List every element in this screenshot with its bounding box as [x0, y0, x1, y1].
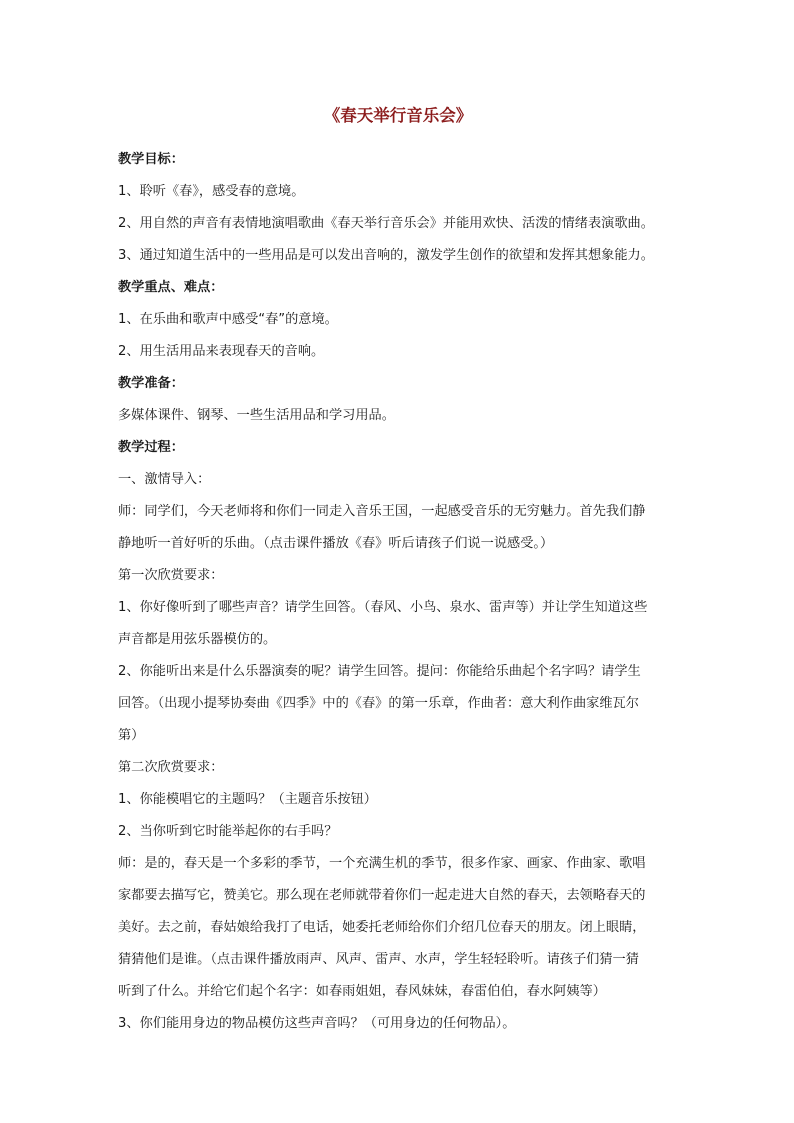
document-title: 《春天举行音乐会》 — [323, 106, 473, 125]
second-question-1: 1、你能模唱它的主题吗？（主题音乐按钮） — [118, 792, 377, 807]
teacher-intro-line-2: 静地听一首好听的乐曲。（点击课件播放《春》听后请孩子们说一说感受。） — [118, 536, 554, 551]
second-listening-requirements: 第二次欣赏要求： — [118, 760, 224, 775]
question-2-line-1: 2、你能听出来是什么乐器演奏的呢？请学生回答。提问：你能给乐曲起个名字吗？请学生 — [118, 664, 641, 679]
preparation-text: 多媒体课件、钢琴、一些生活用品和学习用品。 — [118, 408, 395, 423]
second-question-3: 3、你们能用身边的物品模仿这些声音吗？（可用身边的任何物品）。 — [118, 1016, 516, 1031]
question-1-line-2: 声音都是用弦乐器模仿的。 — [118, 632, 277, 647]
question-2-line-3: 第） — [118, 728, 145, 743]
teacher-talk-line-4: 猜猜他们是谁。（点击课件播放雨声、风声、雷声、水声，学生轻轻聆听。请孩子们猜一猜 — [118, 952, 639, 967]
teacher-talk-line-5: 听到了什么。并给它们起个名字：如春雨姐姐，春风妹妹，春雷伯伯，春水阿姨等） — [118, 984, 606, 999]
goals-heading: 教学目标： — [118, 152, 184, 167]
teacher-talk-line-1: 师：是的，春天是一个多彩的季节，一个充满生机的季节，很多作家、画家、作曲家、歌唱 — [118, 856, 646, 871]
question-1-line-1: 1、你好像听到了哪些声音？请学生回答。（春风、小鸟、泉水、雷声等）并让学生知道这些 — [118, 600, 648, 615]
preparation-heading: 教学准备： — [118, 376, 184, 391]
key-point-2: 2、用生活用品来表现春天的音响。 — [118, 344, 325, 359]
teacher-intro-line-1: 师：同学们，今天老师将和你们一同走入音乐王国，一起感受音乐的无穷魅力。首先我们静 — [118, 504, 646, 519]
key-points-heading: 教学重点、难点： — [118, 280, 224, 295]
process-step-1-title: 一、激情导入： — [118, 472, 211, 487]
goal-item-1: 1、聆听《春》，感受春的意境。 — [118, 184, 305, 199]
document-page — [118, 104, 678, 1040]
first-listening-requirements: 第一次欣赏要求： — [118, 568, 224, 583]
teacher-talk-line-3: 美好。去之前，春姑娘给我打了电话，她委托老师给你们介绍几位春天的朋友。闭上眼睛， — [118, 920, 646, 935]
goal-item-3: 3、通过知道生活中的一些用品是可以发出音响的，激发学生创作的欲望和发挥其想象能力。 — [118, 248, 654, 263]
question-2-line-2: 回答。（出现小提琴协奏曲《四季》中的《春》的第一乐章，作曲者：意大利作曲家维瓦尔 — [118, 696, 639, 711]
goal-item-2: 2、用自然的声音有表情地演唱歌曲《春天举行音乐会》并能用欢快、活泼的情绪表演歌曲。 — [118, 216, 654, 231]
key-point-1: 1、在乐曲和歌声中感受“春”的意境。 — [118, 312, 338, 327]
second-question-2: 2、当你听到它时能举起你的右手吗？ — [118, 824, 338, 839]
teacher-talk-line-2: 家都要去描写它，赞美它。那么现在老师就带着你们一起走进大自然的春天，去领略春天的 — [118, 888, 646, 903]
process-heading: 教学过程： — [118, 440, 184, 455]
